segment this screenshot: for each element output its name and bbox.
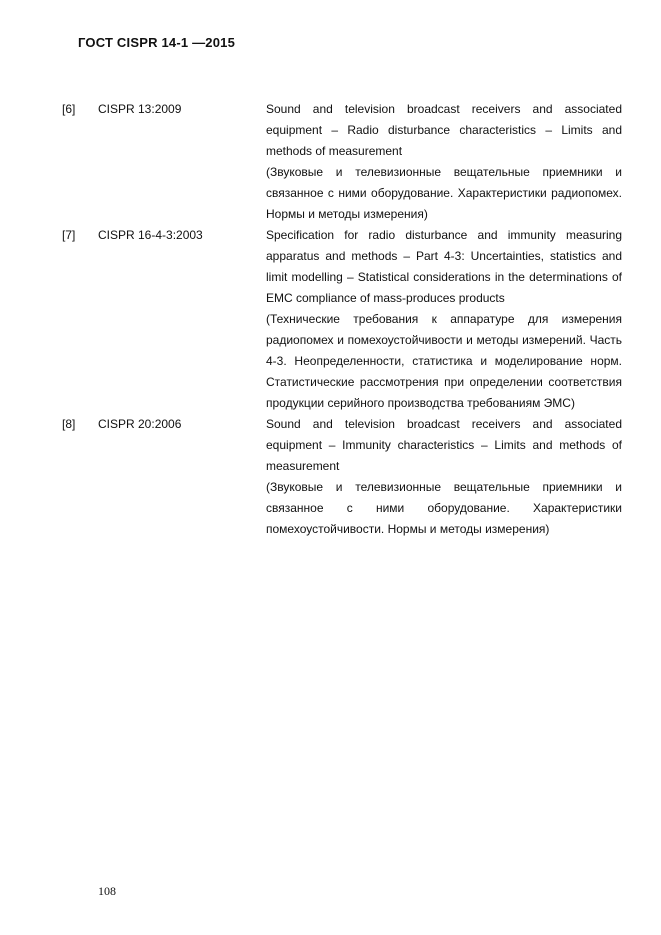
page-number: 108 [98, 884, 116, 898]
reference-code: CISPR 16-4-3:2003 [98, 228, 203, 242]
reference-code: CISPR 13:2009 [98, 102, 182, 116]
reference-title-en: Sound and television broadcast receivers and associated equipment – Immunity characteristics – Limits and methods of measurement [266, 417, 622, 473]
reference-item [62, 99, 622, 225]
reference-list [62, 99, 622, 540]
reference-description [266, 225, 622, 414]
reference-item [62, 225, 622, 414]
reference-title-ru: (Технические требования к аппаратуре для измерения радиопомех и помехоустойчивости и методы измерений. Часть 4-3. Неопределенности, статистика и моделирование норм. Статистические рассмотрения при определении соответствия продукции серийного производства требованиям ЭМС) [266, 312, 622, 410]
reference-code: CISPR 20:2006 [98, 417, 182, 431]
reference-title-ru: (Звуковые и телевизионные вещательные приемники и связанное с ними оборудование. Характеристики радиопомех. Нормы и методы измерения) [266, 165, 622, 221]
document-header: ГОСТ CISPR 14-1 —2015 [78, 35, 236, 50]
reference-description [266, 414, 622, 540]
reference-title-en: Sound and television broadcast receivers and associated equipment – Radio disturbance characteristics – Limits and methods of measurement [266, 102, 622, 158]
reference-number: [6] [62, 102, 76, 116]
reference-number: [7] [62, 228, 76, 242]
reference-number: [8] [62, 417, 76, 431]
reference-title-ru: (Звуковые и телевизионные вещательные приемники и связанное с ними оборудование. Характеристики помехоустойчивости. Нормы и методы измерения) [266, 480, 622, 536]
reference-description [266, 99, 622, 225]
reference-title-en: Specification for radio disturbance and immunity measuring apparatus and methods – Part 4-3: Uncertainties, statistics and limit modelling – Statistical considerations in the determinations of EMC compliance of mass-produces products [266, 228, 622, 305]
reference-item [62, 414, 622, 540]
